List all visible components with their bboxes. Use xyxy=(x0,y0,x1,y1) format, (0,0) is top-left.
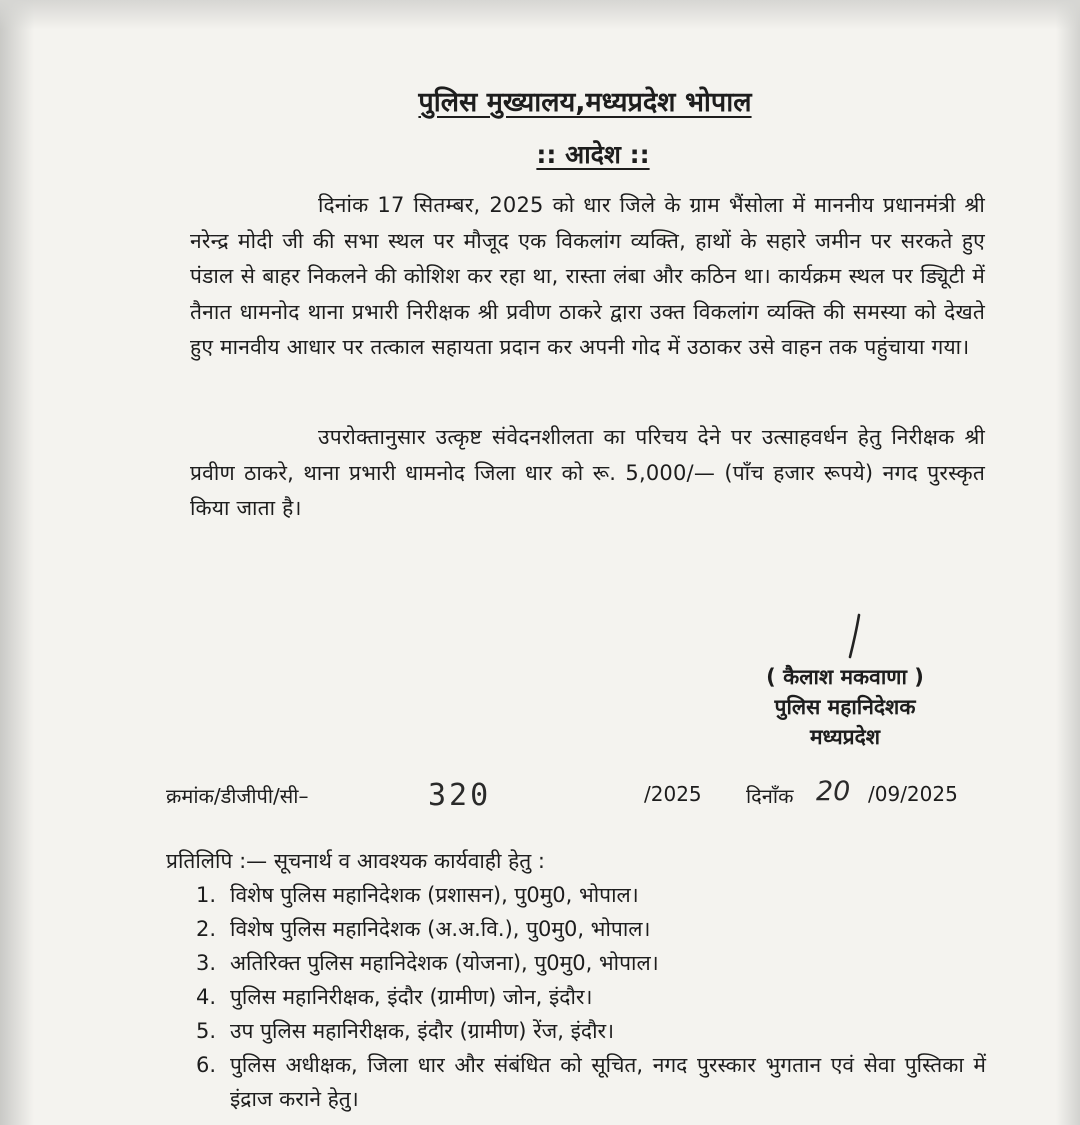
list-item-number: 1. xyxy=(196,883,217,907)
list-item-number: 6. xyxy=(196,1053,217,1077)
list-item xyxy=(196,878,986,912)
order-title: :: आदेश :: xyxy=(536,140,650,169)
reference-number: 320 xyxy=(428,778,492,813)
order-paragraph-2: उपरोक्तानुसार उत्कृष्ट संवेदनशीलता का परिचय देने पर उत्साहवर्धन हेतु निरीक्षक श्री प्रवीण ठाकरे, थाना प्रभारी धामनोद जिला धार को रू. 5,000/— (पाँच हजार रूपये) नगद पुरस्कृत किया जाता है। xyxy=(190,425,985,521)
list-item-text: पुलिस महानिरीक्षक, इंदौर (ग्रामीण) जोन, इंदौर। xyxy=(230,985,593,1009)
list-item xyxy=(196,946,986,980)
list-item-text: उप पुलिस महानिरीक्षक, इंदौर (ग्रामीण) रेंज, इंदौर। xyxy=(230,1019,615,1043)
page-edge-shadow-top xyxy=(0,0,1080,30)
date-day: 20 xyxy=(816,776,851,807)
list-item xyxy=(196,1014,986,1048)
list-item xyxy=(196,980,986,1014)
signatory-designation: पुलिस महानिदेशक xyxy=(774,695,916,719)
signatory-state: मध्यप्रदेश xyxy=(809,725,880,749)
list-item xyxy=(196,1048,986,1116)
date-label: दिनाँक xyxy=(746,784,794,808)
signature-mark xyxy=(846,613,862,659)
date-month-year: /09/2025 xyxy=(868,782,958,806)
list-item-number: 3. xyxy=(196,951,217,975)
list-item-text: विशेष पुलिस महानिदेशक (प्रशासन), पु0मु0, भोपाल। xyxy=(230,883,639,907)
list-item xyxy=(196,912,986,946)
list-item-number: 2. xyxy=(196,917,217,941)
reference-year: /2025 xyxy=(644,782,702,806)
list-item-number: 4. xyxy=(196,985,217,1009)
copy-to-list xyxy=(196,878,986,1116)
list-item-text: पुलिस अधीक्षक, जिला धार और संबंधित को सूचित, नगद पुरस्कार भुगतान एवं सेवा पुस्तिका में इंद्राज कराने हेतु। xyxy=(230,1053,986,1111)
signature-block xyxy=(730,662,960,752)
list-item-text: विशेष पुलिस महानिदेशक (अ.अ.वि.), पु0मु0, भोपाल। xyxy=(230,917,651,941)
list-item-number: 5. xyxy=(196,1019,217,1043)
order-paragraph-1: दिनांक 17 सितम्बर, 2025 को धार जिले के ग्राम भैंसोला में माननीय प्रधानमंत्री श्री नरेन्द्र मोदी जी की सभा स्थल पर मौजूद एक विकलांग व्यक्ति, हाथों के सहारे जमीन पर सरकते हुए पंडाल से बाहर निकलने की कोशिश कर रहा था, रास्ता लंबा और कठिन था। कार्यक्रम स्थल पर ड्यिूटी में तैनात धामनोद थाना प्रभारी निरीक्षक श्री प्रवीण ठाकरे द्वारा उक्त विकलांग व्यक्ति की समस्या को देखते हुए मानवीय आधार पर तत्काल सहायता प्रदान कर अपनी गोद में उठाकर उसे वाहन तक पहुंचाया गया। xyxy=(190,193,985,360)
office-heading: पुलिस मुख्यालय,मध्यप्रदेश भोपाल xyxy=(418,87,752,118)
copy-to-title: प्रतिलिपि :— सूचनार्थ व आवश्यक कार्यवाही हेतु : xyxy=(166,849,545,873)
signatory-name: ( कैलाश मकवाणा ) xyxy=(766,665,924,689)
list-item-text: अतिरिक्त पुलिस महानिदेशक (योजना), पु0मु0, भोपाल। xyxy=(230,951,659,975)
reference-prefix: क्रमांक/डीजीपी/सी– xyxy=(166,784,309,808)
